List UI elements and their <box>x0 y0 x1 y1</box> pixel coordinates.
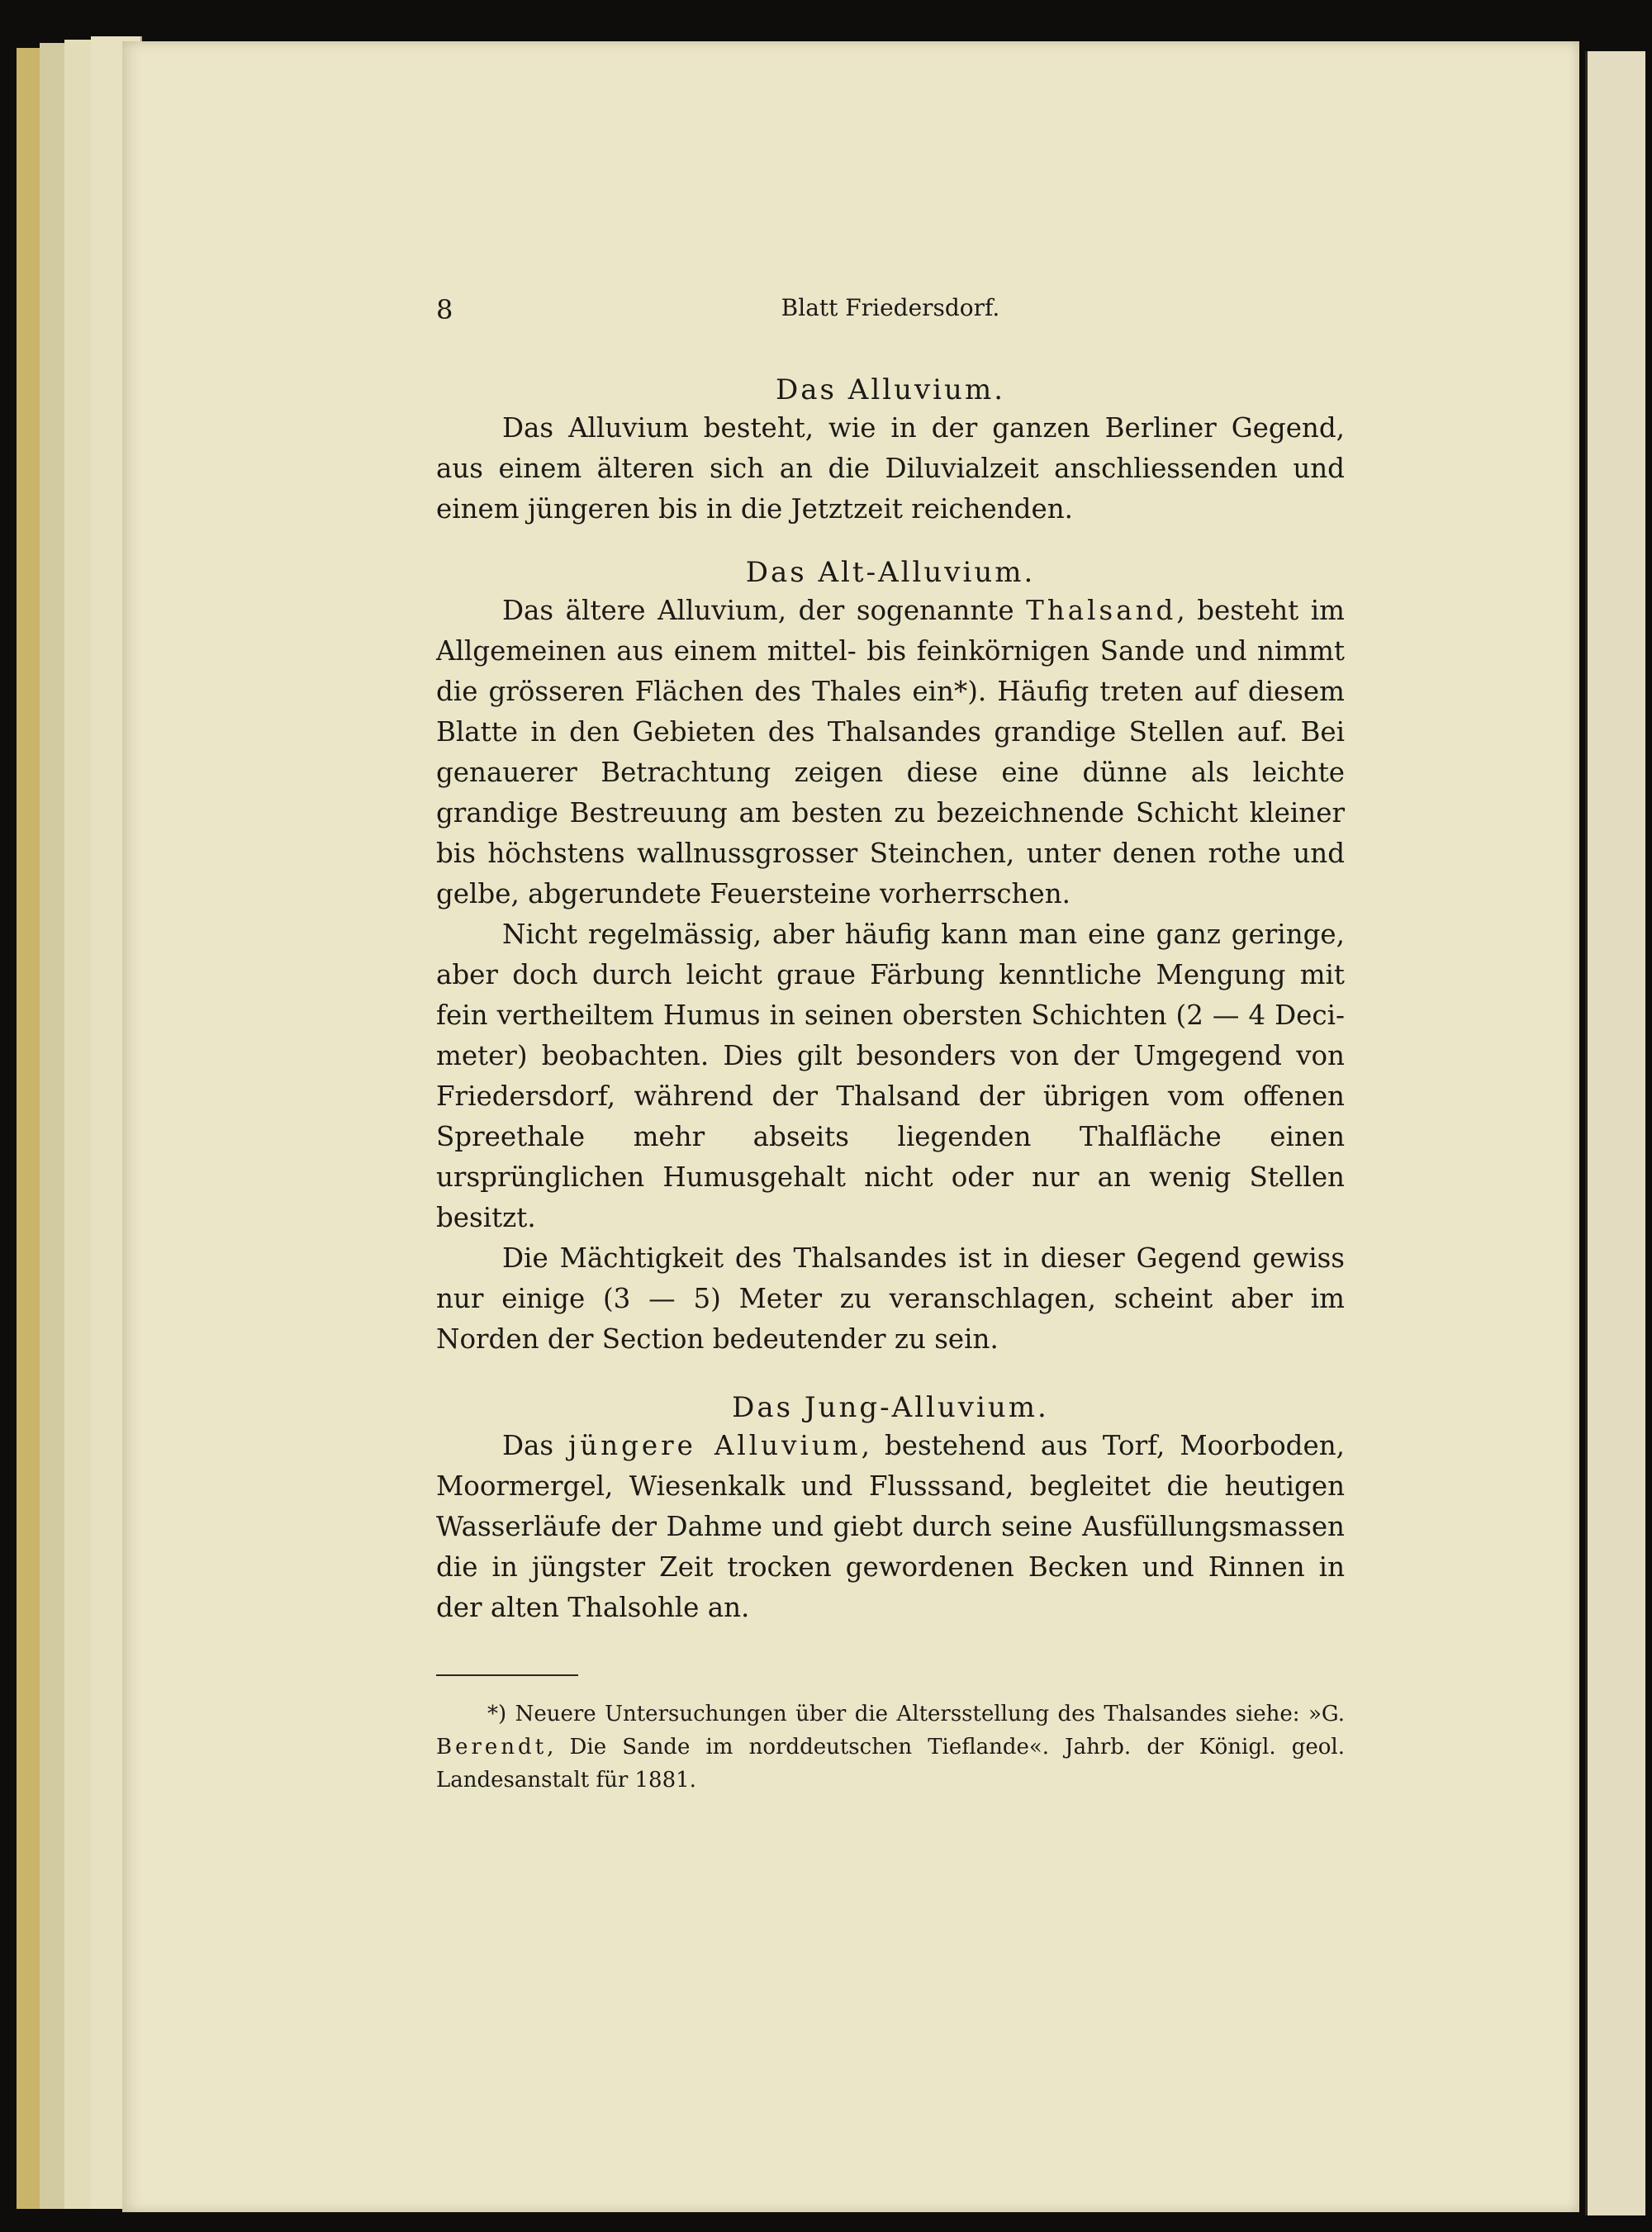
paragraph-text: Das <box>502 1430 569 1461</box>
footnote-divider <box>436 1674 578 1676</box>
paragraph-text: , besteht im Allgemeinen aus einem mittel- bis feinkörnigen Sande und nimmt die grösseren Flächen des Thales ein*). Häufig treten auf diesem Blatte in den Gebieten des Thalsandes grandige Stellen auf. Bei genauerer Betrachtung zeigen diese eine dünne als leichte grandige Bestreuung am besten zu bezeichnende Schicht kleiner bis höchstens wallnussgrosser Steinchen, unter denen rothe und gelbe, abgerundete Feuersteine vorherrschen. <box>436 595 1345 909</box>
paragraph-alluvium: Das Alluvium besteht, wie in der ganzen Berliner Gegend, aus einem älteren sich an die Diluvialzeit anschliessenden und einem jüngeren bis in die Jetztzeit reichenden. <box>436 412 1345 525</box>
page-number: 8 <box>436 294 453 325</box>
footnote-text: , Die Sande im norddeutschen Tieflande«. Jahrb. der Königl. geol. Landesanstalt für 1881. <box>436 1735 1345 1793</box>
footnote-text: *) Neuere Untersuchungen über die Altersstellung des Thalsandes siehe: »G. <box>487 1702 1345 1726</box>
running-head <box>436 294 1345 335</box>
heading-jung-alluvium: Das Jung-Alluvium. <box>732 1391 1049 1424</box>
page-text <box>436 294 1345 1797</box>
paragraph-thalsand <box>436 591 1345 914</box>
term-juengere-alluvium: jüngere Alluvium <box>568 1430 862 1461</box>
paragraph-maechtigkeit: Die Mächtigkeit des Thalsandes ist in dieser Gegend gewiss nur einige (3 — 5) Meter zu veranschlagen, scheint aber im Norden der Section bedeutender zu sein. <box>436 1242 1345 1355</box>
heading-alt-alluvium: Das Alt-Alluvium. <box>745 556 1036 589</box>
running-title: Blatt Friedersdorf. <box>781 294 1000 321</box>
paragraph-jung-alluvium <box>436 1426 1345 1628</box>
paragraph-text: , bestehend aus Torf, Moorboden, Moormergel, Wiesenkalk und Flusssand, begleitet die heutigen Wasserläufe der Dahme und giebt durch seine Ausfüllungsmassen die in jüngster Zeit trocken gewordenen Becken und Rinnen in der alten Thalsohle an. <box>436 1430 1345 1623</box>
footnote-author: Berendt <box>436 1735 548 1759</box>
term-thalsand: Thalsand <box>1026 595 1177 626</box>
heading-alluvium: Das Alluvium. <box>775 373 1005 406</box>
footnote <box>436 1698 1345 1797</box>
facing-page-edge <box>1585 51 1645 2215</box>
paragraph-humus: Nicht regelmässig, aber häufig kann man eine ganz geringe, aber doch durch leicht graue Färbung kenntliche Mengung mit fein vertheiltem Humus in seinen obersten Schichten (2 — 4 Decimeter) beobachten. Dies gilt besonders von der Umgegend von Friedersdorf, während der Thalsand der übrigen vom offenen Spreethale mehr abseits liegenden Thalfläche einen ursprünglichen Humusgehalt nicht oder nur an wenig Stellen besitzt. <box>436 919 1345 1233</box>
paragraph-text: Das ältere Alluvium, der sogenannte <box>502 595 1027 626</box>
